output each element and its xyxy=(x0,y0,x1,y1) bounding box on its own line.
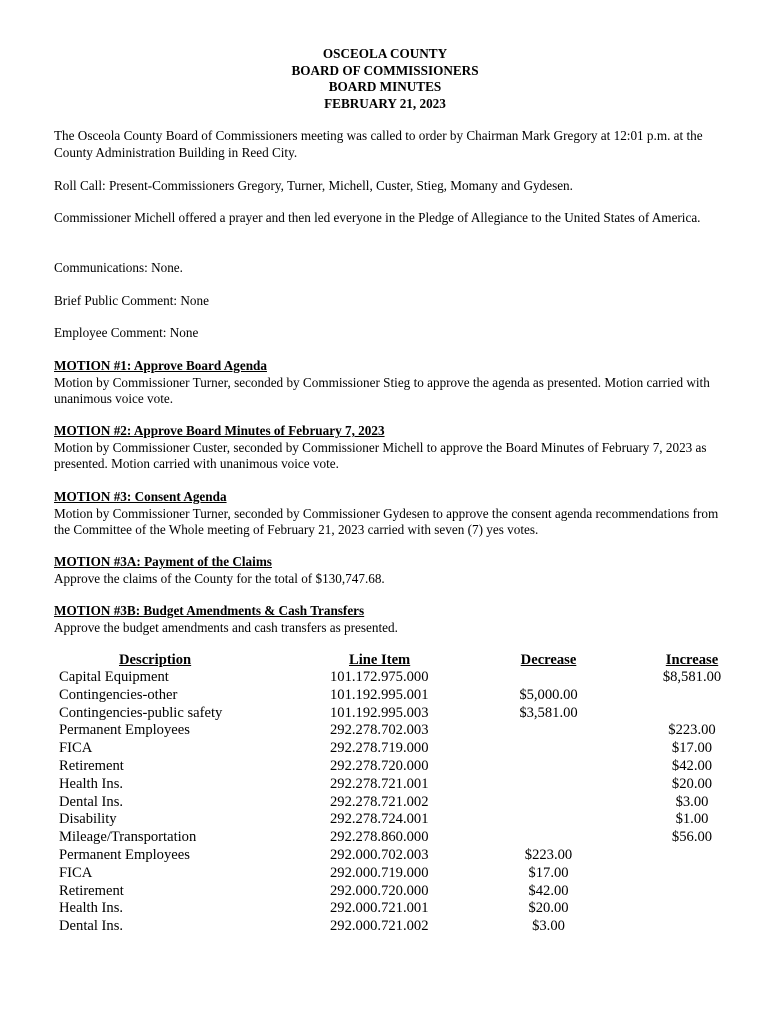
table-row xyxy=(59,918,766,936)
cell-decrease xyxy=(479,776,618,794)
cell-description: FICA xyxy=(59,740,93,757)
cell-increase: $8,581.00 xyxy=(662,669,722,685)
header-line-item: Line Item xyxy=(349,652,411,668)
cell-increase xyxy=(618,883,766,901)
cell-line-item: 292.000.702.003 xyxy=(330,846,429,863)
motion-title: MOTION #3A: Payment of the Claims xyxy=(54,554,272,569)
cell-decrease: $3,581.00 xyxy=(519,704,578,721)
motion-text: Approve the budget amendments and cash transfers as presented. xyxy=(54,619,398,635)
cell-increase xyxy=(618,865,766,883)
cell-description: Disability xyxy=(59,811,117,828)
table-row xyxy=(59,758,766,776)
cell-description: Dental Ins. xyxy=(59,793,124,810)
cell-decrease: $42.00 xyxy=(528,882,569,899)
cell-increase xyxy=(618,705,766,723)
cell-increase: $42.00 xyxy=(671,757,713,774)
table-row xyxy=(59,829,766,847)
table-row xyxy=(59,722,766,740)
board-name: BOARD OF COMMISSIONERS xyxy=(291,62,479,78)
public-comment: Brief Public Comment: None xyxy=(54,293,209,308)
cell-increase: $17.00 xyxy=(671,740,713,757)
cell-line-item: 292.000.721.002 xyxy=(330,918,429,935)
table-row xyxy=(59,865,766,883)
table-row xyxy=(59,740,766,758)
cell-decrease: $3.00 xyxy=(532,918,565,935)
cell-description: Health Ins. xyxy=(59,775,124,792)
cell-increase xyxy=(618,687,766,705)
motion-text: Motion by Commissioner Custer, seconded by Commissioner Michell to approve the Board Minutes of February 7, 2023 as presented. Motion carried with unanimous voice vote. xyxy=(54,439,707,471)
motion-title: MOTION #3: Consent Agenda xyxy=(54,489,227,504)
cell-line-item: 292.278.702.003 xyxy=(330,722,429,739)
cell-increase: $1.00 xyxy=(675,811,709,828)
document-header xyxy=(0,46,770,112)
cell-decrease xyxy=(479,740,618,758)
cell-line-item: 292.278.719.000 xyxy=(330,740,429,757)
cell-description: Capital Equipment xyxy=(59,669,169,685)
header-decrease: Decrease xyxy=(520,652,577,668)
cell-decrease: $5,000.00 xyxy=(519,686,578,703)
table-row xyxy=(59,669,766,687)
motion-3 xyxy=(54,489,719,539)
cell-description: Health Ins. xyxy=(59,900,124,917)
cell-decrease xyxy=(479,669,618,687)
cell-line-item: 292.278.721.001 xyxy=(330,775,429,792)
table-row xyxy=(59,705,766,723)
cell-line-item: 292.000.720.000 xyxy=(330,882,429,899)
cell-description: Retirement xyxy=(59,882,124,899)
motion-2 xyxy=(54,423,719,473)
cell-line-item: 292.278.720.000 xyxy=(330,757,429,774)
prayer-paragraph: Commissioner Michell offered a prayer and then led everyone in the Pledge of Allegiance to the United States of America. xyxy=(54,210,701,225)
table-header-row xyxy=(59,651,766,669)
cell-description: Contingencies-other xyxy=(59,686,178,703)
motion-text: Motion by Commissioner Turner, seconded by Commissioner Gydesen to approve the consent agenda recommendations from the Committee of the Whole meeting of February 21, 2023 carried with seven (7) yes votes. xyxy=(54,505,719,537)
table-row xyxy=(59,847,766,865)
document-type: BOARD MINUTES xyxy=(328,79,442,94)
cell-decrease xyxy=(479,829,618,847)
motion-title: MOTION #3B: Budget Amendments & Cash Transfers xyxy=(54,603,365,618)
cell-line-item: 292.278.721.002 xyxy=(330,793,429,810)
cell-decrease: $17.00 xyxy=(528,864,569,881)
table-row xyxy=(59,794,766,812)
table-row xyxy=(59,883,766,901)
cell-line-item: 292.278.860.000 xyxy=(330,829,429,846)
cell-line-item: 292.000.719.000 xyxy=(330,864,429,881)
cell-description: Dental Ins. xyxy=(59,918,124,935)
intro-paragraph: The Osceola County Board of Commissioners meeting was called to order by Chairman Mark Gregory at 12:01 p.m. at the County Administration Building in Reed City. xyxy=(54,128,703,160)
header-increase: Increase xyxy=(665,652,719,668)
cell-description: FICA xyxy=(59,864,93,881)
cell-description: Retirement xyxy=(59,757,124,774)
header-description: Description xyxy=(119,652,192,668)
cell-increase: $20.00 xyxy=(671,775,713,792)
cell-decrease xyxy=(479,794,618,812)
table-row xyxy=(59,811,766,829)
cell-line-item: 101.172.975.000 xyxy=(330,669,429,685)
cell-line-item: 101.192.995.001 xyxy=(330,686,429,703)
cell-decrease xyxy=(479,758,618,776)
cell-increase: $3.00 xyxy=(675,793,709,810)
cell-line-item: 292.278.724.001 xyxy=(330,811,429,828)
cell-description: Permanent Employees xyxy=(59,722,190,739)
table-body xyxy=(59,669,766,936)
cell-description: Contingencies-public safety xyxy=(59,704,223,721)
motion-text: Motion by Commissioner Turner, seconded by Commissioner Stieg to approve the agenda as presented. Motion carried with unanimous voice vote. xyxy=(54,374,710,406)
motion-3a xyxy=(54,554,719,587)
employee-comment: Employee Comment: None xyxy=(54,325,199,340)
table-row xyxy=(59,687,766,705)
motion-title: MOTION #1: Approve Board Agenda xyxy=(54,358,267,373)
cell-decrease: $223.00 xyxy=(524,846,573,863)
budget-amendments-table xyxy=(59,651,766,936)
cell-increase xyxy=(618,847,766,865)
cell-decrease: $20.00 xyxy=(528,900,569,917)
cell-increase: $223.00 xyxy=(668,722,716,739)
meeting-date: FEBRUARY 21, 2023 xyxy=(324,95,446,111)
communications: Communications: None. xyxy=(54,260,183,275)
roll-call: Roll Call: Present-Commissioners Gregory, Turner, Michell, Custer, Stieg, Momany and Gydesen. xyxy=(54,178,573,193)
cell-increase xyxy=(618,900,766,918)
table-row xyxy=(59,900,766,918)
cell-decrease xyxy=(479,722,618,740)
cell-description: Mileage/Transportation xyxy=(59,829,197,846)
cell-line-item: 292.000.721.001 xyxy=(330,900,429,917)
motion-title: MOTION #2: Approve Board Minutes of February 7, 2023 xyxy=(54,423,385,438)
cell-increase: $56.00 xyxy=(671,829,713,846)
county-name: OSCEOLA COUNTY xyxy=(322,46,448,61)
cell-decrease xyxy=(479,811,618,829)
motion-3b xyxy=(54,603,719,636)
motion-1 xyxy=(54,358,719,408)
cell-increase xyxy=(618,918,766,936)
cell-description: Permanent Employees xyxy=(59,846,190,863)
cell-line-item: 101.192.995.003 xyxy=(330,704,429,721)
table-row xyxy=(59,776,766,794)
motion-text: Approve the claims of the County for the total of $130,747.68. xyxy=(54,570,385,586)
